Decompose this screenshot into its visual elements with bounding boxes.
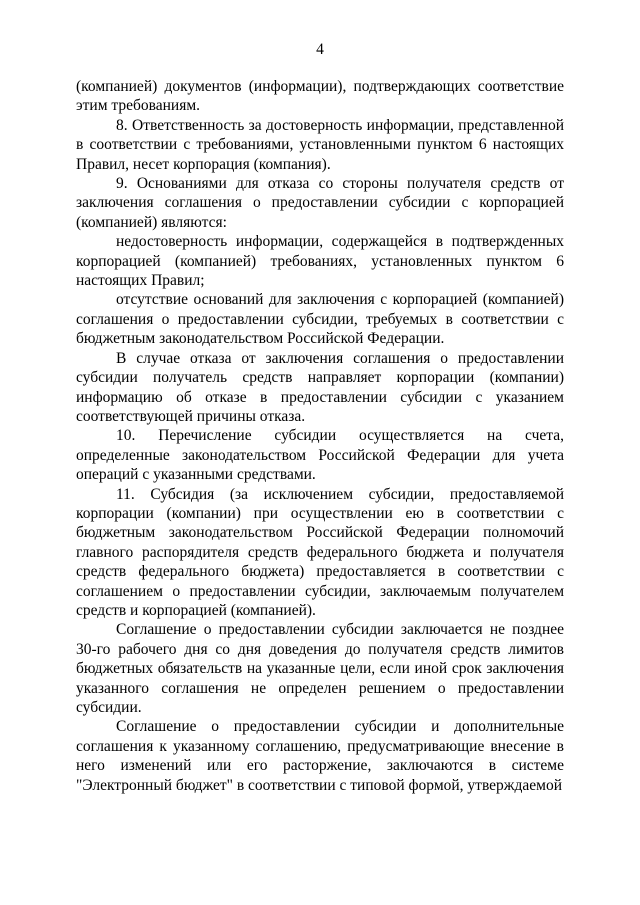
- paragraph: В случае отказа от заключения соглашения о предоставлении субсидии получатель средств направляет корпорации (компании) информацию об отказе в предоставлении субсидии с указанием соответствующей причины отказа.: [76, 349, 564, 425]
- paragraph: 8. Ответственность за достоверность информации, представленной в соответствии с требованиями, установленными пунктом 6 настоящих Правил, несет корпорация (компания).: [76, 116, 564, 173]
- paragraph: отсутствие оснований для заключения с корпорацией (компанией) соглашения о предоставлении субсидии, требуемых в соответствии с бюджетным законодательством Российской Федерации.: [76, 291, 564, 348]
- paragraph: (компанией) документов (информации), подтверждающих соответствие этим требованиям.: [76, 78, 564, 115]
- document-body: [76, 77, 564, 795]
- paragraph: 10. Перечисление субсидии осуществляется на счета, определенные законодательством Российской Федерации для учета операций с указанными средствами.: [76, 427, 564, 484]
- paragraph: 11. Субсидия (за исключением субсидии, предоставляемой корпорации (компании) при осуществлении ею в соответствии с бюджетным законодательством Российской Федерации полномочий главного распорядителя средств федерального бюджета и получателя средств федерального бюджета) предоставляется в соответствии с соглашением о предоставлении субсидии, заключаемым получателем средств и корпорацией (компанией).: [76, 485, 564, 619]
- paragraph: недостоверность информации, содержащейся в подтвержденных корпорацией (компанией) требованиях, установленных пунктом 6 настоящих Правил;: [76, 233, 564, 290]
- paragraph: Соглашение о предоставлении субсидии и дополнительные соглашения к указанному соглашению, предусматривающие внесение в него изменений или его расторжение, заключаются в системе "Электронный бюджет" в соответствии с типовой формой, утверждаемой: [76, 718, 564, 794]
- paragraph: Соглашение о предоставлении субсидии заключается не позднее 30-го рабочего дня со дня доведения до получателя средств лимитов бюджетных обязательств на указанные цели, если иной срок заключения указанного соглашения не определен решением о предоставлении субсидии.: [76, 621, 564, 716]
- page-number: 4: [316, 41, 324, 58]
- paragraph: 9. Основаниями для отказа со стороны получателя средств от заключения соглашения о предоставлении субсидии с корпорацией (компанией) являются:: [76, 175, 564, 231]
